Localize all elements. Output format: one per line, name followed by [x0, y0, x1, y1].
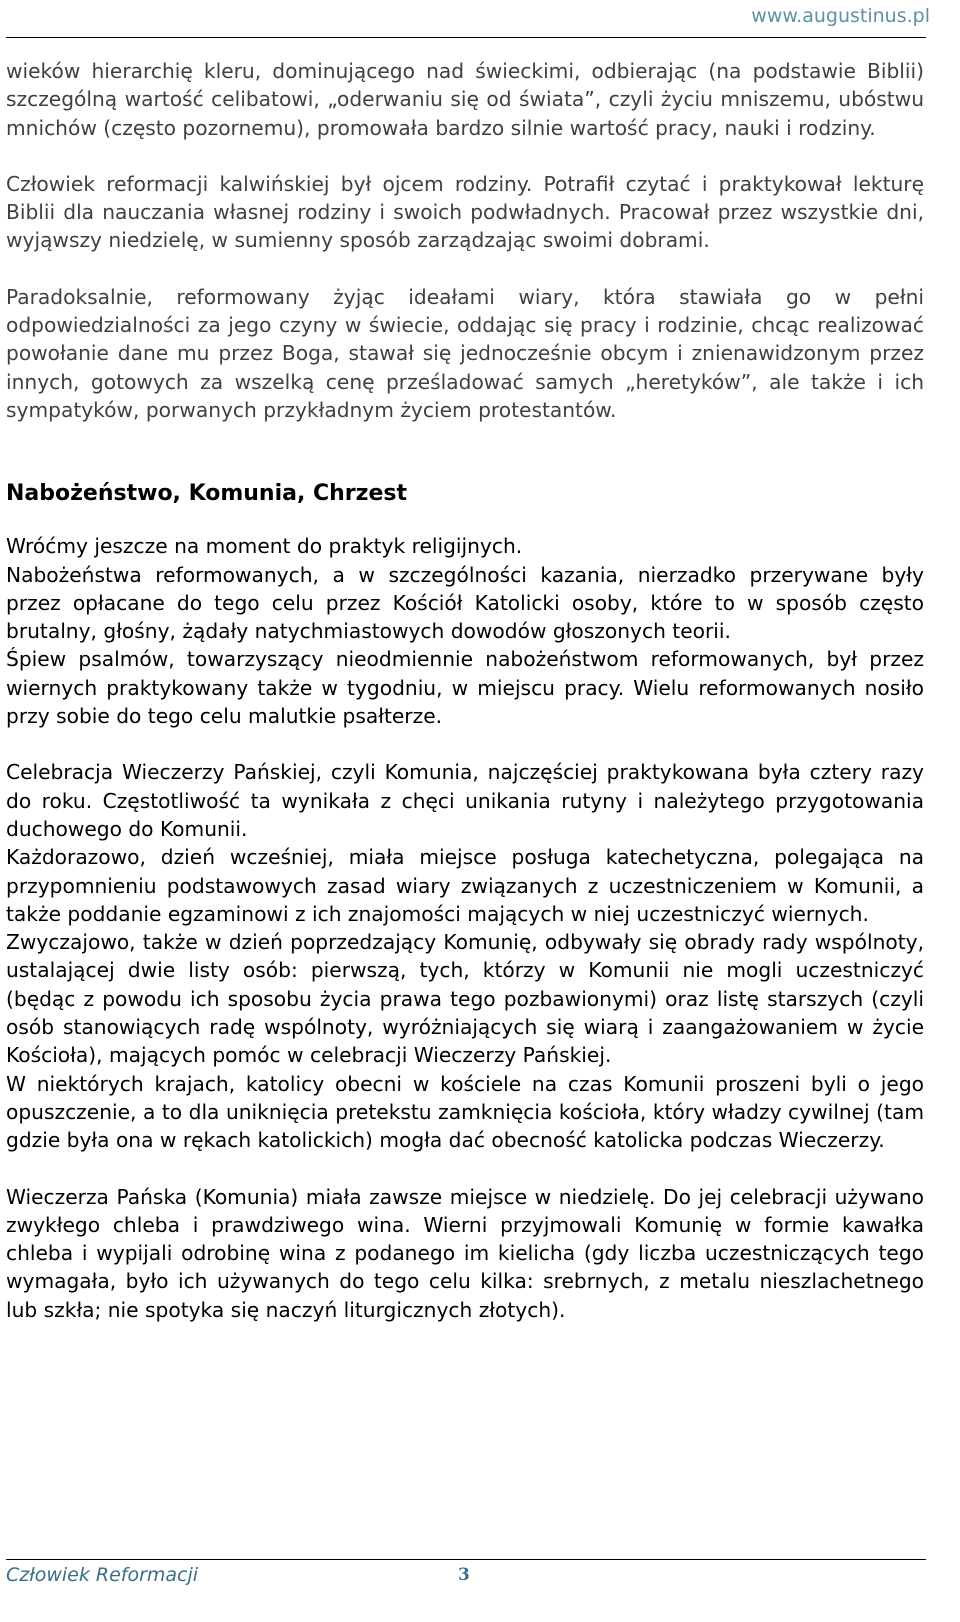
header-url: www.augustinus.pl — [751, 5, 930, 27]
paragraph: Wróćmy jeszcze na moment do praktyk religijnych. — [6, 534, 523, 559]
page-number: 3 — [458, 1565, 470, 1585]
paragraph: Każdorazowo, dzień wcześniej, miała miejsce posługa katechetyczna, polegająca na przypomnieniu podstawowych zasad wiary związanych z uczestniczeniem w Komunii, a także poddanie egzaminowi z ich znajomości mających w niej uczestniczyć wiernych. — [6, 845, 924, 926]
paragraph: wieków hierarchię kleru, dominującego nad świeckimi, odbierając (na podstawie Biblii) szczególną wartość celibatowi, „oderwaniu się od świata”, czyli życiu mniszemu, ubóstwu mnichów (często pozornemu), promowała bardzo silnie wartość pracy, nauki i rodziny. — [6, 59, 924, 140]
paragraph: Celebracja Wieczerzy Pańskiej, czyli Komunia, najczęściej praktykowana była cztery razy do roku. Częstotliwość ta wynikała z chęci unikania rutyny i należytego przygotowania duchowego do Komunii. — [6, 760, 924, 841]
paragraph: Wieczerza Pańska (Komunia) miała zawsze miejsce w niedzielę. Do jej celebracji używano zwykłego chleba i prawdziwego wina. Wierni przyjmowali Komunię w formie kawałka chleba i wypijali odrobinę wina z podanego im kielicha (gdy liczba uczestniczących tego wymagała, było ich używanych do tego celu kilka: srebrnych, z metalu nieszlachetnego lub szkła; nie spotyka się naczyń liturgicznych złotych). — [6, 1184, 924, 1322]
header-divider — [6, 37, 926, 38]
paragraph: Paradoksalnie, reformowany żyjąc ideałami wiary, która stawiała go w pełni odpowiedzialności za jego czyny w świecie, oddając się pracy i rodzinie, chcąc realizować powołanie dane mu przez Boga, stawał się jednocześnie obcym i znienawidzonym przez innych, gotowych za wszelką cenę prześladować samych „heretyków”, ale także i ich sympatyków, porwanych przykładnym życiem protestantów. — [6, 284, 924, 422]
section-heading: Nabożeństwo, Komunia, Chrzest — [6, 481, 407, 507]
footer-title: Człowiek Reformacji — [6, 1564, 199, 1586]
paragraph: Zwyczajowo, także w dzień poprzedzający Komunię, odbywały się obrady rady wspólnoty, ustalającej dwie listy osób: pierwszą, tych, którzy w Komunii nie mogli uczestniczyć (będąc z powodu ich sposobu życia prawa tego pozbawionymi) oraz listę starszych (czyli osób stanowiących radę wspólnoty, wyróżniających się wiarą i zaangażowaniem w życie Kościoła), mających pomóc w celebracji Wieczerzy Pańskiej. — [6, 930, 924, 1068]
paragraph: Człowiek reformacji kalwińskiej był ojcem rodziny. Potrafił czytać i praktykował lekturę Biblii dla nauczania własnej rodziny i swoich podwładnych. Pracował przez wszystkie dni, wyjąwszy niedzielę, w sumienny sposób zarządzając swoimi dobrami. — [6, 171, 924, 253]
paragraph: Śpiew psalmów, towarzyszący nieodmiennie nabożeństwom reformowanych, był przez wiernych praktykowany także w tygodniu, w miejscu pracy. Wielu reformowanych nosiło przy sobie do tego celu malutkie psałterze. — [6, 647, 924, 729]
paragraph: Nabożeństwa reformowanych, a w szczególności kazania, nierzadko przerywane były przez opłacane do tego celu przez Kościół Katolicki osoby, które to w sposób często brutalny, głośny, żądały natychmiastowych dowodów głoszonych teorii. — [6, 562, 924, 644]
document-body — [6, 57, 924, 1324]
paragraph: W niektórych krajach, katolicy obecni w kościele na czas Komunii proszeni byli o jego opuszczenie, a to dla uniknięcia pretekstu zamknięcia kościoła, który władzy cywilnej (tam gdzie była ona w rękach katolickich) mogła dać obecność katolicka podczas Wieczerzy. — [6, 1071, 924, 1153]
footer-divider — [6, 1559, 926, 1560]
